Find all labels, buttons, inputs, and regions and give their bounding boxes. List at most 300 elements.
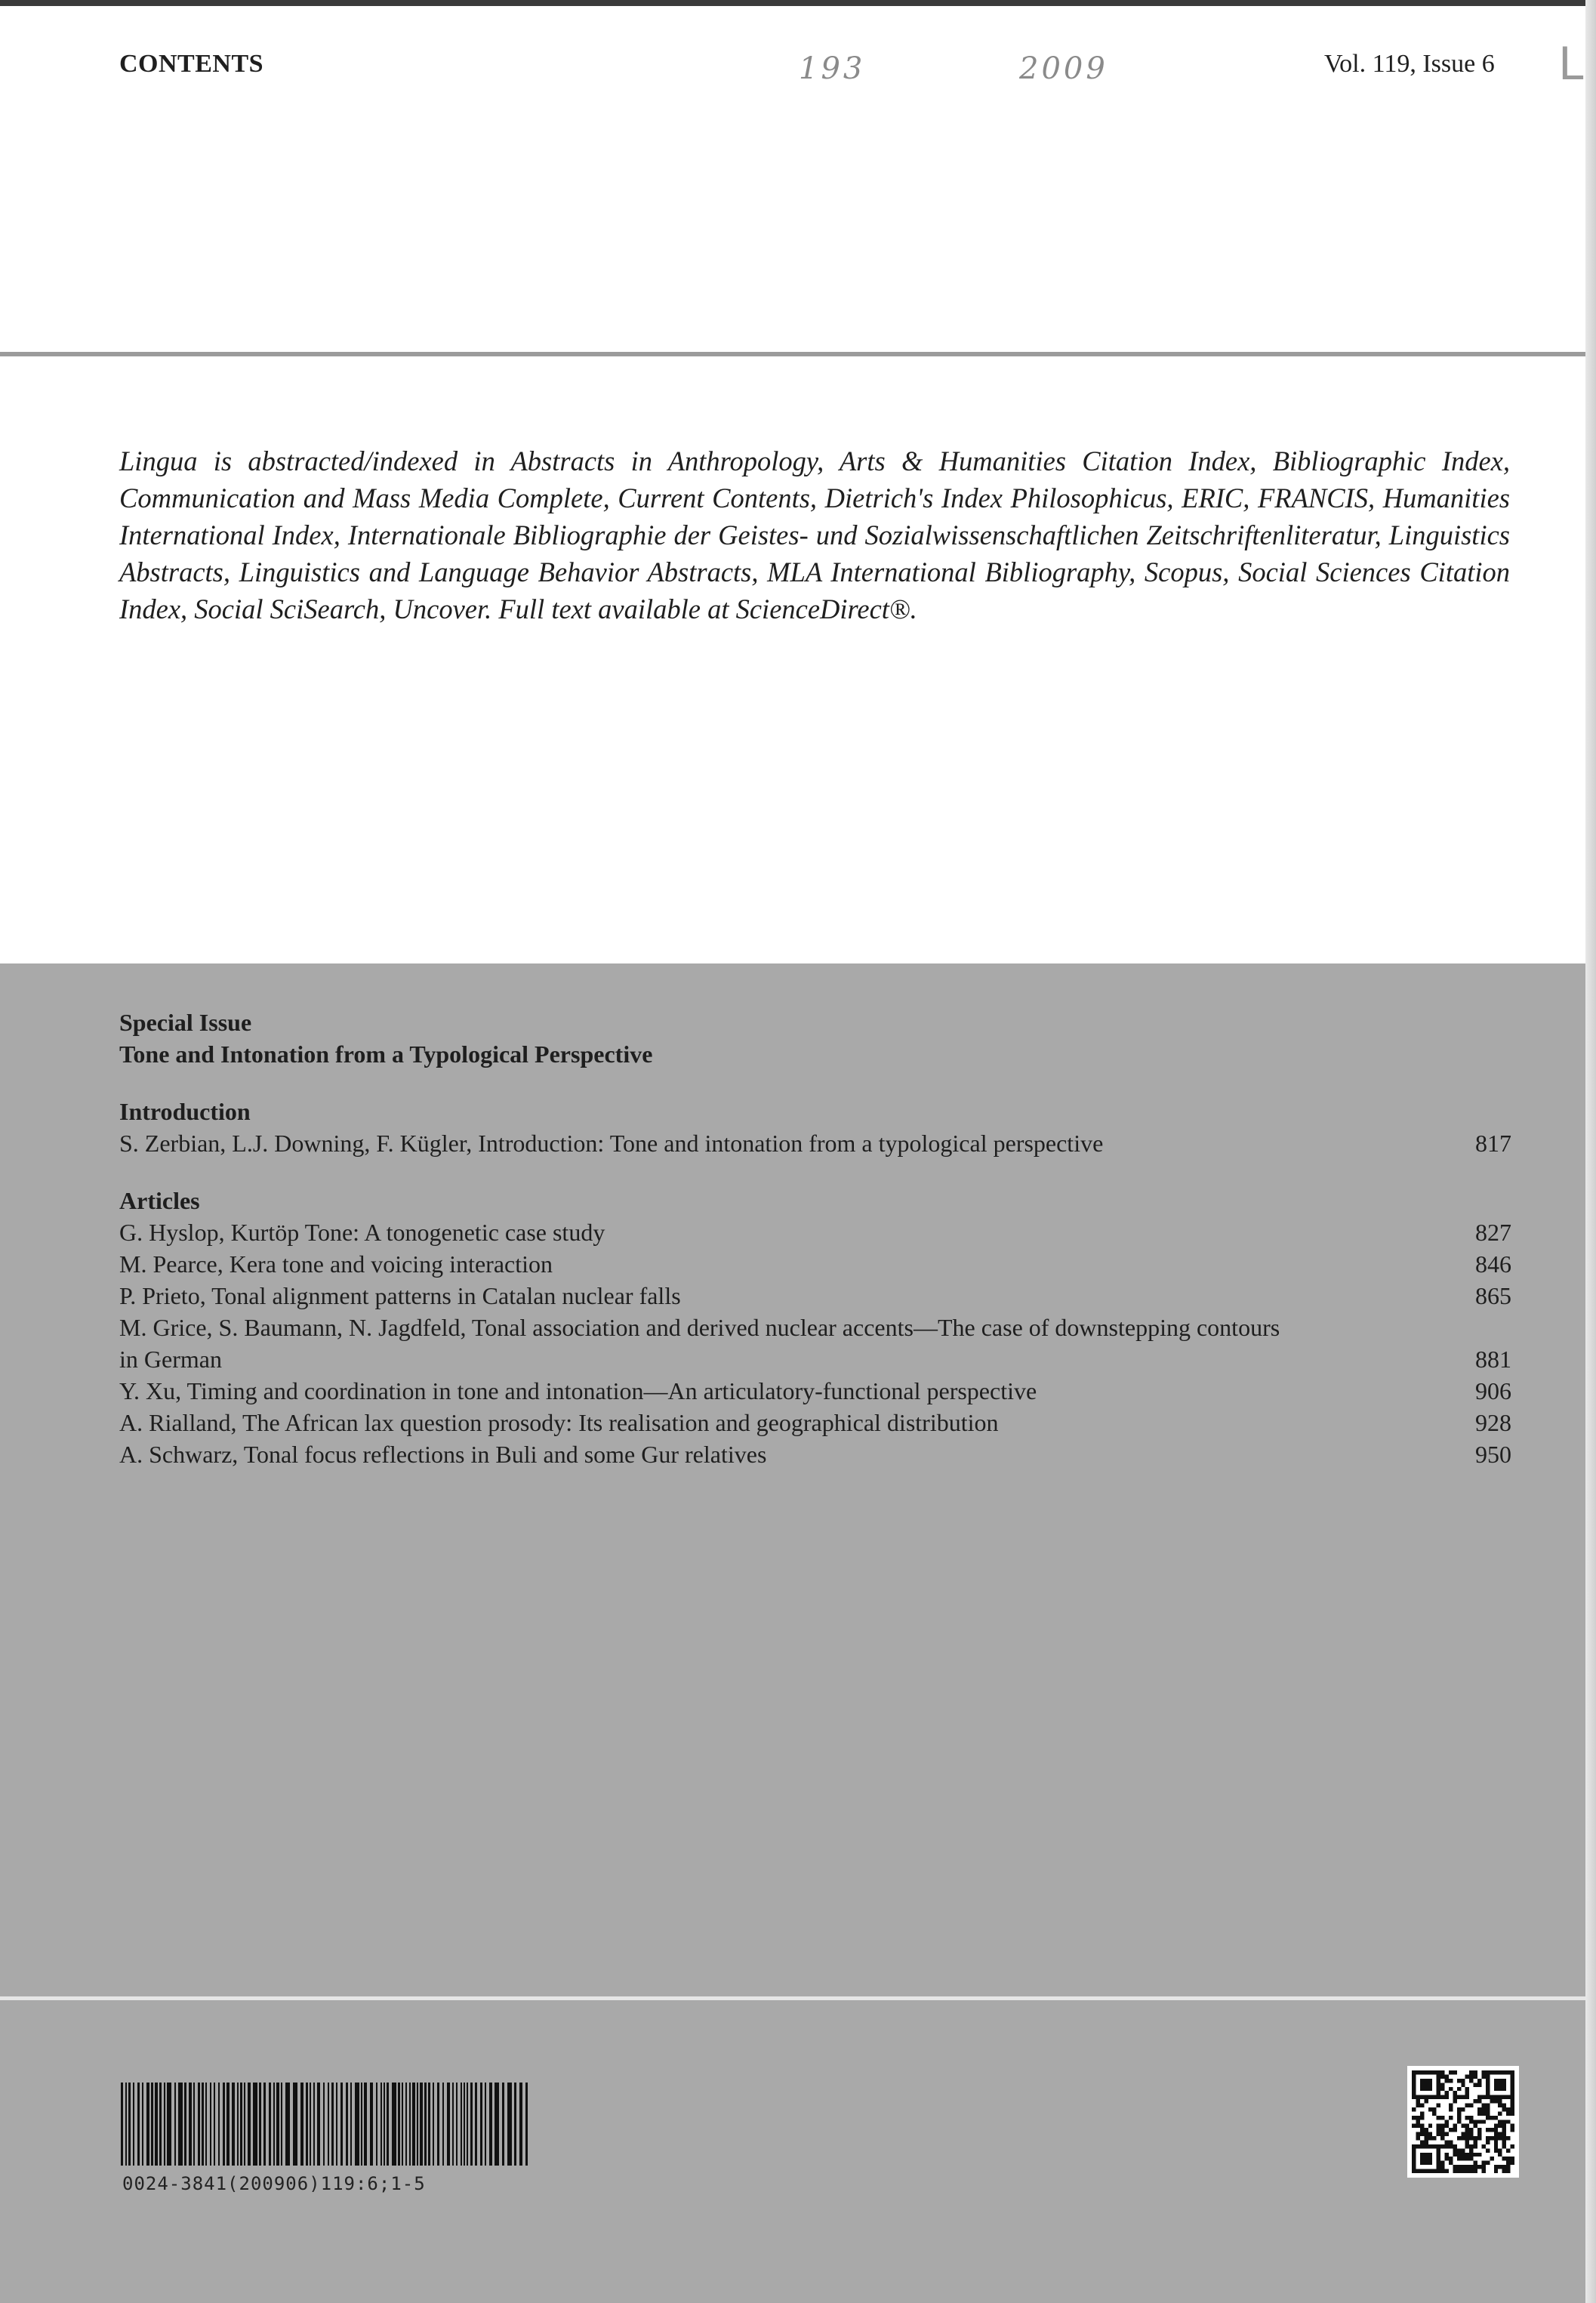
qr-module — [1453, 2165, 1456, 2169]
qr-module — [1420, 2144, 1424, 2148]
qr-module — [1490, 2095, 1493, 2099]
qr-module — [1449, 2140, 1453, 2144]
qr-module — [1494, 2079, 1498, 2083]
barcode-bar — [214, 2083, 215, 2166]
qr-module — [1445, 2091, 1449, 2095]
qr-module — [1502, 2070, 1506, 2074]
barcode-bar — [248, 2083, 251, 2166]
qr-module — [1469, 2157, 1473, 2160]
toc-entry-page: 881 — [1475, 1346, 1511, 1373]
qr-module — [1486, 2104, 1490, 2107]
barcode-bar — [189, 2083, 192, 2166]
qr-module — [1449, 2087, 1453, 2091]
qr-module — [1469, 2169, 1473, 2173]
qr-module — [1474, 2124, 1477, 2128]
qr-module — [1437, 2104, 1440, 2107]
qr-module — [1477, 2111, 1481, 2115]
qr-module — [1412, 2124, 1416, 2128]
qr-module — [1502, 2128, 1506, 2132]
qr-module — [1432, 2136, 1436, 2140]
qr-module — [1465, 2104, 1469, 2107]
qr-module — [1511, 2099, 1514, 2103]
qr-module — [1457, 2120, 1461, 2123]
qr-module — [1424, 2169, 1428, 2173]
qr-module — [1465, 2140, 1469, 2144]
qr-module — [1486, 2116, 1490, 2120]
barcode-bar — [405, 2083, 407, 2166]
qr-module — [1498, 2111, 1502, 2115]
barcode-bar — [313, 2083, 315, 2166]
divider-bottom — [0, 1996, 1585, 2000]
qr-module — [1424, 2144, 1428, 2148]
qr-module — [1465, 2136, 1469, 2140]
toc-entry-page: 827 — [1475, 1219, 1511, 1246]
qr-module — [1511, 2095, 1514, 2099]
qr-module — [1477, 2120, 1481, 2123]
barcode-bar — [452, 2083, 454, 2166]
barcode-bar — [331, 2083, 334, 2166]
barcode-bar — [323, 2083, 325, 2166]
qr-module — [1420, 2153, 1424, 2157]
barcode-bar — [263, 2083, 266, 2166]
qr-module — [1457, 2107, 1461, 2111]
qr-module — [1461, 2107, 1465, 2111]
barcode-bar — [151, 2083, 153, 2166]
toc-entry-title: in German — [119, 1346, 222, 1373]
qr-module — [1424, 2070, 1428, 2074]
qr-module — [1498, 2132, 1502, 2136]
qr-module — [1440, 2132, 1444, 2136]
qr-module — [1506, 2157, 1510, 2160]
qr-module — [1474, 2136, 1477, 2140]
qr-module — [1445, 2157, 1449, 2160]
qr-module — [1445, 2153, 1449, 2157]
qr-module — [1502, 2095, 1506, 2099]
qr-module — [1440, 2144, 1444, 2148]
qr-module — [1494, 2128, 1498, 2132]
toc-entry-title: M. Grice, S. Baumann, N. Jagdfeld, Tonal association and derived nuclear accents—The case of downstepping contours — [119, 1314, 1280, 1341]
barcode-bar — [412, 2083, 415, 2166]
qr-module — [1437, 2070, 1440, 2074]
barcode-bar — [226, 2083, 230, 2166]
qr-module — [1494, 2165, 1498, 2169]
introduction-heading: Introduction — [119, 1098, 251, 1125]
barcode-bar — [237, 2083, 239, 2166]
qr-module — [1511, 2070, 1514, 2074]
barcode-bar — [514, 2083, 516, 2166]
qr-module — [1469, 2074, 1473, 2078]
qr-module — [1437, 2087, 1440, 2091]
barcode-bar — [417, 2083, 418, 2166]
qr-module — [1437, 2148, 1440, 2152]
qr-module — [1465, 2144, 1469, 2148]
barcode-bar — [392, 2083, 396, 2166]
qr-module — [1498, 2136, 1502, 2140]
qr-module — [1428, 2095, 1432, 2099]
qr-module — [1420, 2104, 1424, 2107]
qr-module — [1494, 2144, 1498, 2148]
qr-module — [1474, 2165, 1477, 2169]
barcode-bar — [384, 2083, 385, 2166]
qr-module — [1481, 2107, 1485, 2111]
qr-module — [1477, 2099, 1481, 2103]
qr-module — [1477, 2153, 1481, 2157]
qr-module — [1449, 2128, 1453, 2132]
qr-module — [1440, 2083, 1444, 2086]
qr-module — [1428, 2124, 1432, 2128]
qr-module — [1412, 2157, 1416, 2160]
qr-module — [1437, 2144, 1440, 2148]
qr-module — [1465, 2153, 1469, 2157]
qr-module — [1440, 2165, 1444, 2169]
qr-module — [1416, 2070, 1419, 2074]
qr-module — [1461, 2148, 1465, 2152]
qr-module — [1445, 2095, 1449, 2099]
qr-module — [1424, 2136, 1428, 2140]
qr-module — [1449, 2079, 1453, 2083]
qr-module — [1502, 2107, 1506, 2111]
qr-module — [1498, 2124, 1502, 2128]
barcode-bar — [164, 2083, 165, 2166]
qr-module — [1449, 2107, 1453, 2111]
barcode-bar — [232, 2083, 235, 2166]
qr-module — [1511, 2111, 1514, 2115]
qr-module — [1486, 2074, 1490, 2078]
qr-module — [1465, 2087, 1469, 2091]
qr-module — [1469, 2153, 1473, 2157]
qr-module — [1461, 2169, 1465, 2173]
qr-module — [1494, 2083, 1498, 2086]
qr-module — [1502, 2087, 1506, 2091]
qr-module — [1477, 2079, 1481, 2083]
qr-module — [1465, 2091, 1469, 2095]
qr-module — [1420, 2087, 1424, 2091]
qr-module — [1481, 2074, 1485, 2078]
qr-module — [1428, 2079, 1432, 2083]
toc-entry-page: 865 — [1475, 1282, 1511, 1309]
qr-module — [1424, 2087, 1428, 2091]
qr-module — [1477, 2128, 1481, 2132]
barcode-bar — [285, 2083, 290, 2166]
barcode-bar — [210, 2083, 211, 2166]
qr-module — [1461, 2165, 1465, 2169]
qr-module — [1437, 2169, 1440, 2173]
qr-module — [1420, 2140, 1424, 2144]
qr-module — [1420, 2116, 1424, 2120]
qr-module — [1486, 2107, 1490, 2111]
qr-module — [1511, 2104, 1514, 2107]
toc-entry — [119, 1250, 1511, 1278]
qr-module — [1477, 2107, 1481, 2111]
barcode-bar — [253, 2083, 257, 2166]
qr-module — [1445, 2120, 1449, 2123]
qr-module — [1490, 2116, 1493, 2120]
barcode-bar — [240, 2083, 242, 2166]
qr-module — [1424, 2153, 1428, 2157]
barcode-bar — [398, 2083, 400, 2166]
toc-entry-page: 950 — [1475, 1441, 1511, 1468]
qr-module — [1469, 2128, 1473, 2132]
qr-module — [1440, 2074, 1444, 2078]
qr-module — [1457, 2079, 1461, 2083]
qr-module — [1506, 2111, 1510, 2115]
qr-module — [1506, 2120, 1510, 2123]
qr-module — [1469, 2116, 1473, 2120]
barcode-bar — [218, 2083, 220, 2166]
qr-module — [1486, 2095, 1490, 2099]
barcode-bar — [178, 2083, 183, 2166]
qr-module — [1437, 2161, 1440, 2165]
qr-module — [1490, 2099, 1493, 2103]
qr-module — [1437, 2116, 1440, 2120]
qr-module — [1486, 2087, 1490, 2091]
toc-entry — [119, 1130, 1511, 1158]
qr-code-graphic — [1412, 2070, 1514, 2173]
qr-module — [1481, 2070, 1485, 2074]
barcode-bar — [467, 2083, 468, 2166]
qr-module — [1412, 2144, 1416, 2148]
volume-issue: Vol. 119, Issue 6 — [1324, 50, 1495, 78]
barcode-bar — [420, 2083, 423, 2166]
qr-module — [1457, 2148, 1461, 2152]
qr-module — [1494, 2070, 1498, 2074]
qr-module — [1432, 2107, 1436, 2111]
handwritten-year: 2009 — [1019, 51, 1108, 86]
barcode-bar — [133, 2083, 134, 2166]
qr-module — [1457, 2136, 1461, 2140]
pencil-mark: L — [1558, 38, 1584, 91]
qr-module — [1420, 2124, 1424, 2128]
barcode-bar — [424, 2083, 427, 2166]
qr-module — [1428, 2153, 1432, 2157]
qr-module — [1486, 2128, 1490, 2132]
barcode-bar — [340, 2083, 343, 2166]
qr-module — [1428, 2083, 1432, 2086]
qr-module — [1461, 2079, 1465, 2083]
qr-module — [1461, 2095, 1465, 2099]
qr-module — [1511, 2083, 1514, 2086]
qr-module — [1432, 2111, 1436, 2115]
qr-module — [1437, 2132, 1440, 2136]
barcode-bar — [244, 2083, 245, 2166]
toc-entry-title: Y. Xu, Timing and coordination in tone and intonation—An articulatory-functional perspective — [119, 1377, 1037, 1404]
qr-module — [1437, 2079, 1440, 2083]
qr-module — [1457, 2116, 1461, 2120]
barcode-bar — [470, 2083, 473, 2166]
barcode-bar — [137, 2083, 140, 2166]
qr-module — [1440, 2116, 1444, 2120]
qr-module — [1477, 2095, 1481, 2099]
qr-module — [1461, 2157, 1465, 2160]
special-issue-title: Tone and Intonation from a Typological Perspective — [119, 1041, 653, 1068]
qr-module — [1481, 2120, 1485, 2123]
barcode-bar — [519, 2083, 522, 2166]
qr-module — [1502, 2104, 1506, 2107]
barcode-bar — [461, 2083, 462, 2166]
qr-module — [1502, 2165, 1506, 2169]
qr-module — [1445, 2132, 1449, 2136]
qr-module — [1416, 2116, 1419, 2120]
toc-entry — [119, 1377, 1511, 1405]
qr-module — [1477, 2132, 1481, 2136]
qr-module — [1506, 2095, 1510, 2099]
qr-module — [1416, 2169, 1419, 2173]
barcode-bar — [174, 2083, 176, 2166]
qr-module — [1440, 2169, 1444, 2173]
qr-module — [1424, 2157, 1428, 2160]
qr-module — [1486, 2148, 1490, 2152]
qr-module — [1465, 2095, 1469, 2099]
qr-module — [1494, 2095, 1498, 2099]
qr-module — [1481, 2144, 1485, 2148]
toc-entry-title: G. Hyslop, Kurtöp Tone: A tonogenetic case study — [119, 1219, 605, 1246]
qr-module — [1453, 2095, 1456, 2099]
qr-module — [1445, 2144, 1449, 2148]
qr-module — [1474, 2140, 1477, 2144]
qr-module — [1453, 2153, 1456, 2157]
qr-module — [1477, 2165, 1481, 2169]
qr-module — [1412, 2083, 1416, 2086]
qr-module — [1432, 2169, 1436, 2173]
qr-module — [1465, 2124, 1469, 2128]
qr-module — [1457, 2087, 1461, 2091]
barcode-bar — [310, 2083, 311, 2166]
qr-module — [1453, 2124, 1456, 2128]
qr-module — [1428, 2161, 1432, 2165]
qr-module — [1494, 2169, 1498, 2173]
qr-module — [1424, 2079, 1428, 2083]
qr-module — [1474, 2099, 1477, 2103]
qr-module — [1437, 2153, 1440, 2157]
page-top-edge — [0, 0, 1596, 6]
qr-module — [1449, 2144, 1453, 2148]
qr-module — [1474, 2074, 1477, 2078]
barcode-bar — [167, 2083, 171, 2166]
qr-module — [1428, 2136, 1432, 2140]
qr-module — [1416, 2120, 1419, 2123]
barcode-bar — [364, 2083, 367, 2166]
barcode-bar — [146, 2083, 149, 2166]
qr-module — [1416, 2095, 1419, 2099]
barcode-bar — [269, 2083, 271, 2166]
contents-heading: CONTENTS — [119, 50, 264, 78]
qr-module — [1412, 2116, 1416, 2120]
qr-module — [1412, 2095, 1416, 2099]
qr-module — [1437, 2091, 1440, 2095]
barcode-bar — [442, 2083, 444, 2166]
qr-module — [1506, 2148, 1510, 2152]
qr-module — [1461, 2083, 1465, 2086]
qr-module — [1474, 2153, 1477, 2157]
qr-module — [1445, 2124, 1449, 2128]
toc-entry-title: P. Prieto, Tonal alignment patterns in Catalan nuclear falls — [119, 1282, 681, 1309]
qr-module — [1428, 2144, 1432, 2148]
barcode-bar — [376, 2083, 377, 2166]
qr-module — [1416, 2124, 1419, 2128]
qr-module — [1494, 2148, 1498, 2152]
qr-module — [1498, 2120, 1502, 2123]
toc-entry-page: 846 — [1475, 1250, 1511, 1278]
qr-module — [1502, 2132, 1506, 2136]
barcode-bar — [387, 2083, 389, 2166]
qr-module — [1445, 2079, 1449, 2083]
qr-module — [1494, 2140, 1498, 2144]
qr-module — [1437, 2157, 1440, 2160]
qr-module — [1465, 2128, 1469, 2132]
qr-module — [1506, 2107, 1510, 2111]
qr-module — [1481, 2095, 1485, 2099]
qr-module — [1494, 2099, 1498, 2103]
qr-module — [1498, 2083, 1502, 2086]
barcode-bar — [155, 2083, 158, 2166]
qr-module — [1469, 2132, 1473, 2136]
qr-module — [1477, 2083, 1481, 2086]
qr-module — [1486, 2136, 1490, 2140]
qr-module — [1511, 2079, 1514, 2083]
qr-module — [1416, 2099, 1419, 2103]
qr-module — [1449, 2161, 1453, 2165]
qr-module — [1494, 2124, 1498, 2128]
qr-module — [1437, 2083, 1440, 2086]
barcode-bar — [336, 2083, 337, 2166]
barcode-bar — [525, 2083, 528, 2166]
qr-module — [1481, 2104, 1485, 2107]
qr-module — [1437, 2124, 1440, 2128]
qr-module — [1453, 2148, 1456, 2152]
qr-module — [1486, 2070, 1490, 2074]
qr-module — [1424, 2161, 1428, 2165]
qr-module — [1511, 2161, 1514, 2165]
page-right-edge — [1585, 0, 1596, 2303]
divider-top — [0, 352, 1585, 356]
qr-module — [1428, 2087, 1432, 2091]
special-issue-label: Special Issue — [119, 1009, 252, 1036]
qr-module — [1453, 2128, 1456, 2132]
barcode-bar — [202, 2083, 204, 2166]
qr-module — [1506, 2161, 1510, 2165]
toc-entry-title: M. Pearce, Kera tone and voicing interaction — [119, 1250, 553, 1278]
qr-module — [1498, 2070, 1502, 2074]
qr-module — [1469, 2079, 1473, 2083]
qr-module — [1511, 2124, 1514, 2128]
qr-module — [1412, 2107, 1416, 2111]
qr-module — [1465, 2169, 1469, 2173]
qr-module — [1449, 2157, 1453, 2160]
barcode-bar — [355, 2083, 359, 2166]
barcode-bar — [437, 2083, 439, 2166]
qr-module — [1428, 2070, 1432, 2074]
qr-module — [1461, 2153, 1465, 2157]
barcode-bar — [480, 2083, 482, 2166]
qr-module — [1506, 2070, 1510, 2074]
qr-module — [1461, 2124, 1465, 2128]
qr-module — [1486, 2161, 1490, 2165]
qr-module — [1465, 2165, 1469, 2169]
barcode-bar — [273, 2083, 275, 2166]
qr-module — [1412, 2161, 1416, 2165]
barcode-bar — [433, 2083, 434, 2166]
qr-module — [1490, 2157, 1493, 2160]
qr-module — [1498, 2104, 1502, 2107]
qr-module — [1474, 2169, 1477, 2173]
qr-module — [1498, 2153, 1502, 2157]
qr-module — [1432, 2095, 1436, 2099]
qr-module — [1469, 2148, 1473, 2152]
qr-module — [1486, 2079, 1490, 2083]
qr-module — [1511, 2074, 1514, 2078]
barcode-bar — [205, 2083, 207, 2166]
barcode-bar — [223, 2083, 225, 2166]
